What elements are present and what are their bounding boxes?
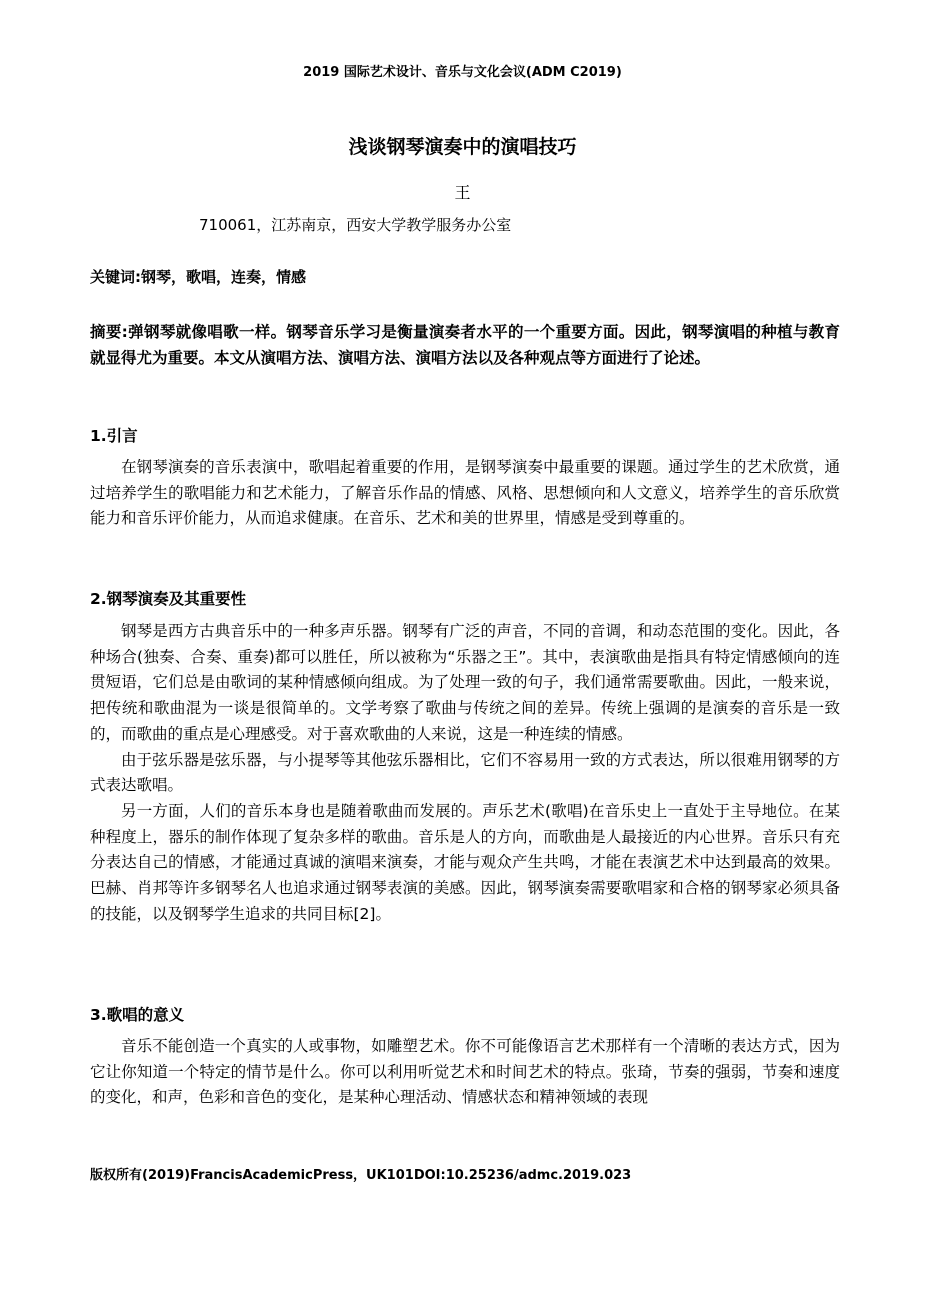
paper-title: 浅谈钢琴演奏中的演唱技巧 (348, 136, 577, 158)
section-heading-piano-performance: 2.钢琴演奏及其重要性 (90, 590, 247, 608)
paragraph: 钢琴是西方古典音乐中的一种多声乐器。钢琴有广泛的声音，不同的音调，和动态范围的变化。因此，各种场合(独奏、合奏、重奏)都可以胜任，所以被称为“乐器之王”。其中，表演歌曲是指具有特定情感倾向的连贯短语，它们总是由歌词的某种情感倾向组成。为了处理一致的句子，我们通常需要歌曲。因此，一般来说，把传统和歌曲混为一谈是很简单的。文学考察了歌曲与传统之间的差异。传统上强调的是演奏的音乐是一致的，而歌曲的重点是心理感受。对于喜欢歌曲的人来说，这是一种连续的情感。 (90, 622, 840, 743)
section-body-introduction (90, 455, 840, 532)
section-body-piano-performance (90, 619, 840, 927)
author-affiliation: 710061，江苏南京，西安大学教学服务办公室 (199, 216, 512, 234)
copyright-footer: 版权所有(2019)FrancisAcademicPress，UK101DOI:10.25236/admc.2019.023 (90, 1168, 632, 1183)
conference-header: 2019 国际艺术设计、音乐与文化会议(ADM C2019) (303, 65, 622, 80)
abstract: 摘要:弹钢琴就像唱歌一样。钢琴音乐学习是衡量演奏者水平的一个重要方面。因此，钢琴演唱的种植与教育就显得尤为重要。本文从演唱方法、演唱方法、演唱方法以及各种观点等方面进行了论述。 (90, 323, 840, 367)
section-heading-singing-meaning: 3.歌唱的意义 (90, 1006, 185, 1024)
paragraph: 由于弦乐器是弦乐器，与小提琴等其他弦乐器相比，它们不容易用一致的方式表达，所以很难用钢琴的方式表达歌唱。 (90, 750, 840, 795)
paragraph: 音乐不能创造一个真实的人或事物，如雕塑艺术。你不可能像语言艺术那样有一个清晰的表达方式，因为它让你知道一个特定的情节是什么。你可以利用听觉艺术和时间艺术的特点。张琦，节奏的强弱，节奏和速度的变化，和声，色彩和音色的变化，是某种心理活动、情感状态和精神领域的表现 (90, 1037, 840, 1107)
paragraph: 另一方面，人们的音乐本身也是随着歌曲而发展的。声乐艺术(歌唱)在音乐史上一直处于主导地位。在某种程度上，器乐的制作体现了复杂多样的歌曲。音乐是人的方向，而歌曲是人最接近的内心世界。音乐只有充分表达自己的情感，才能通过真诚的演唱来演奏，才能与观众产生共鸣，才能在表演艺术中达到最高的效果。巴赫、肖邦等许多钢琴名人也追求通过钢琴表演的美感。因此，钢琴演奏需要歌唱家和合格的钢琴家必须具备的技能，以及钢琴学生追求的共同目标[2]。 (90, 801, 840, 923)
section-heading-introduction: 1.引言 (90, 427, 138, 445)
paragraph: 在钢琴演奏的音乐表演中，歌唱起着重要的作用，是钢琴演奏中最重要的课题。通过学生的艺术欣赏，通过培养学生的歌唱能力和艺术能力，了解音乐作品的情感、风格、思想倾向和人文意义，培养学生的音乐欣赏能力和音乐评价能力，从而追求健康。在音乐、艺术和美的世界里，情感是受到尊重的。 (90, 458, 840, 528)
keywords: 关键词:钢琴，歌唱，连奏，情感 (90, 268, 307, 286)
author-name: 王 (454, 183, 471, 202)
section-body-singing-meaning (90, 1034, 840, 1111)
